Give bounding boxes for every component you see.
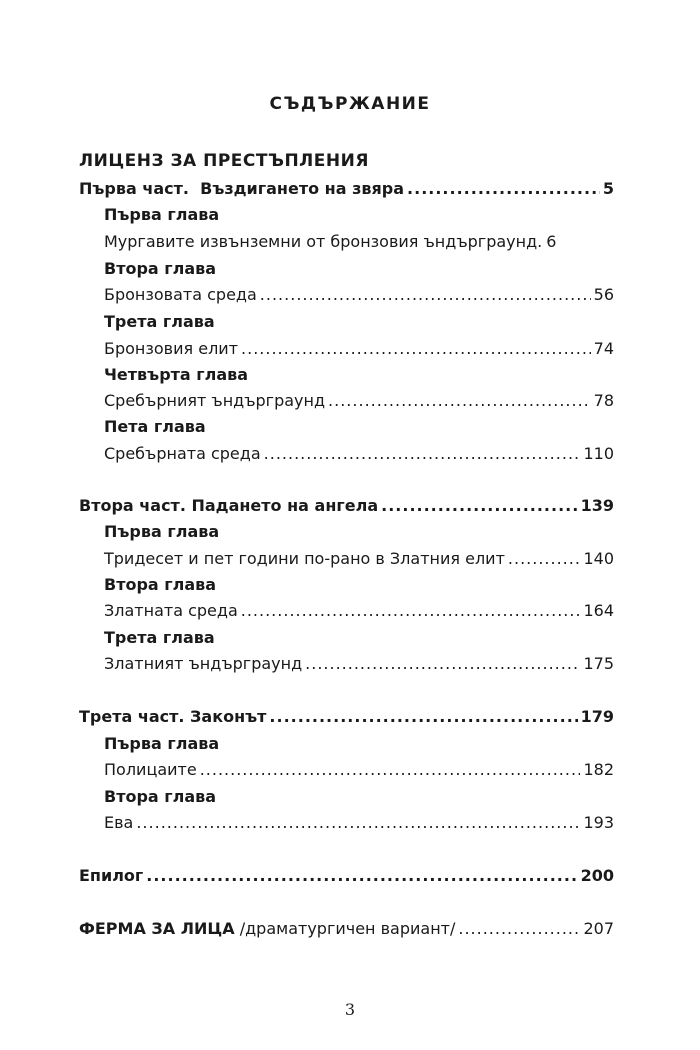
entry-title bbox=[79, 918, 455, 940]
toc-entry-chapter[interactable] bbox=[104, 759, 614, 781]
dot-leader bbox=[146, 865, 577, 887]
chapter-heading: Първа глава bbox=[104, 734, 220, 753]
dot-leader bbox=[381, 495, 577, 517]
entry-page: 179 bbox=[580, 707, 614, 726]
entry-title: Сребърният ъндърграунд bbox=[104, 391, 326, 410]
toc-entry-chapter[interactable] bbox=[104, 284, 614, 306]
dot-leader bbox=[264, 443, 581, 465]
entry-title-bold: ФЕРМА ЗА ЛИЦА bbox=[79, 919, 235, 938]
entry-page: 74 bbox=[593, 339, 614, 358]
entry-title: Бронзовата среда bbox=[104, 285, 257, 304]
entry-title: Втора част. Падането на ангела bbox=[79, 496, 379, 515]
chapter-heading: Втора глава bbox=[104, 787, 217, 806]
entry-title: Трета част. Законът bbox=[79, 707, 267, 726]
toc-title: СЪДЪРЖАНИЕ bbox=[269, 94, 431, 114]
entry-page: 175 bbox=[583, 654, 614, 673]
dot-leader bbox=[328, 390, 591, 412]
chapter-heading: Първа глава bbox=[104, 205, 220, 224]
toc-entry-chapter[interactable] bbox=[104, 812, 614, 834]
toc-entry-part3[interactable] bbox=[79, 706, 614, 728]
entry-page: 164 bbox=[583, 601, 614, 620]
toc-entry-chapter[interactable] bbox=[104, 548, 614, 570]
dot-leader bbox=[260, 284, 591, 306]
toc-entry-chapter[interactable] bbox=[104, 390, 614, 412]
toc-entry-chapter[interactable] bbox=[104, 231, 614, 253]
toc-entry-part2[interactable] bbox=[79, 495, 614, 517]
toc-entry-epilogue[interactable] bbox=[79, 865, 614, 887]
toc-entry-farm[interactable] bbox=[79, 918, 614, 940]
entry-page: 56 bbox=[593, 285, 614, 304]
entry-title-rest: /драматургичен вариант/ bbox=[234, 919, 456, 938]
entry-page: 139 bbox=[580, 496, 614, 515]
chapter-heading: Трета глава bbox=[104, 312, 215, 331]
dot-leader bbox=[241, 338, 591, 360]
dot-leader bbox=[407, 178, 600, 200]
chapter-heading: Трета глава bbox=[104, 628, 215, 647]
entry-title: Бронзовия елит bbox=[104, 339, 239, 358]
entry-title: Сребърната среда bbox=[104, 444, 261, 463]
page-number: 3 bbox=[344, 1000, 356, 1019]
entry-page: 5 bbox=[602, 179, 614, 198]
dot-leader bbox=[200, 759, 581, 781]
entry-page: 6 bbox=[546, 232, 557, 251]
entry-title: Тридесет и пет години по-рано в Златния елит bbox=[104, 549, 505, 568]
toc-entry-part1[interactable] bbox=[79, 178, 614, 200]
toc-entry-chapter[interactable] bbox=[104, 600, 614, 622]
dot-leader bbox=[241, 600, 581, 622]
dot-leader bbox=[136, 812, 580, 834]
entry-title: Мургавите извънземни от бронзовия ъндърграунд. bbox=[104, 232, 543, 251]
dot-leader bbox=[508, 548, 581, 570]
entry-page: 182 bbox=[583, 760, 614, 779]
dot-leader bbox=[269, 706, 577, 728]
entry-title: Първа част. Въздигането на звяра bbox=[79, 179, 405, 198]
chapter-heading: Четвърта глава bbox=[104, 365, 249, 384]
entry-page: 110 bbox=[583, 444, 614, 463]
toc-entry-chapter[interactable] bbox=[104, 338, 614, 360]
entry-title: Златният ъндърграунд bbox=[104, 654, 303, 673]
chapter-heading: Втора глава bbox=[104, 259, 217, 278]
chapter-heading: Пета глава bbox=[104, 417, 206, 436]
entry-title: Ева bbox=[104, 813, 134, 832]
toc-entry-chapter[interactable] bbox=[104, 653, 614, 675]
entry-title: Полицаите bbox=[104, 760, 197, 779]
entry-page: 78 bbox=[593, 391, 614, 410]
book-title: ЛИЦЕНЗ ЗА ПРЕСТЪПЛЕНИЯ bbox=[79, 151, 369, 171]
entry-page: 200 bbox=[580, 866, 614, 885]
chapter-heading: Втора глава bbox=[104, 575, 217, 594]
dot-leader bbox=[458, 918, 580, 940]
entry-page: 207 bbox=[583, 919, 614, 938]
toc-entry-chapter[interactable] bbox=[104, 443, 614, 465]
entry-title: Златната среда bbox=[104, 601, 238, 620]
entry-page: 140 bbox=[583, 549, 614, 568]
entry-title: Епилог bbox=[79, 866, 144, 885]
chapter-heading: Първа глава bbox=[104, 522, 220, 541]
entry-page: 193 bbox=[583, 813, 614, 832]
dot-leader bbox=[305, 653, 580, 675]
